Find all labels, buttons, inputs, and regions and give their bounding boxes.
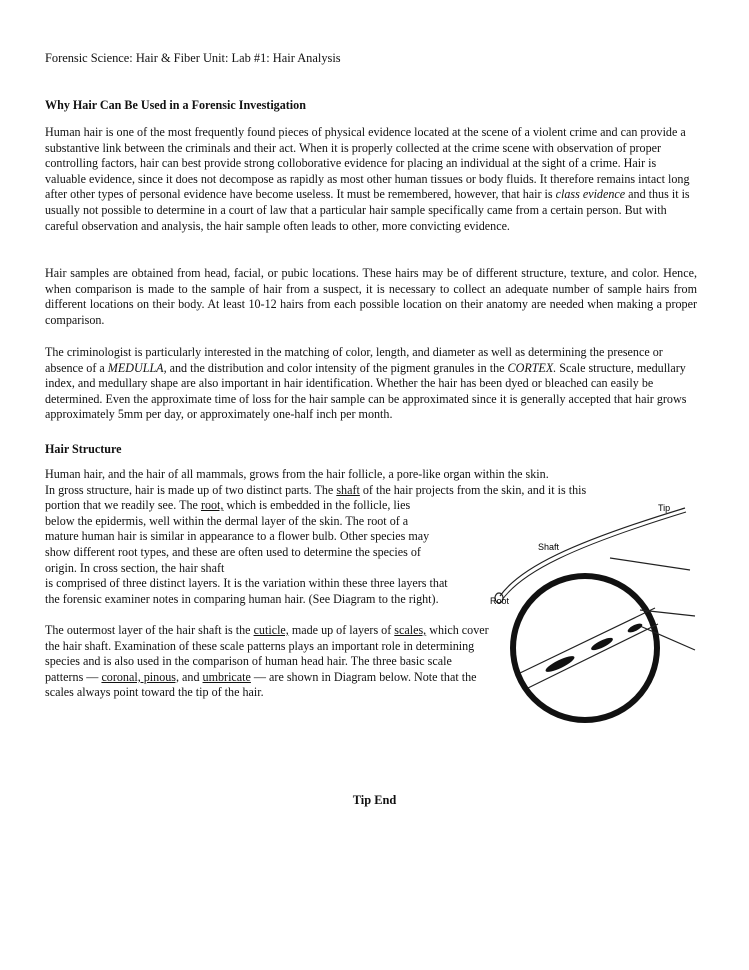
class-evidence-term: class evidence bbox=[555, 187, 626, 202]
text-run: which is embedded in the follicle, lies bbox=[223, 498, 411, 513]
text-line: mature human hair is similar in appearance to a flower bulb. Other species may bbox=[45, 529, 430, 544]
text-run: Human hair is one of the most frequently found pieces of physical evidence located at the scene of a violent crime and can provide a substantive link between the criminals and their act. When it is properly collected at the crime scene with observation of proper controlling factors, hair can best provide strong colloborative evidence for placing an individual at the sight of a crime. Hair is valuable evidence, since it does not decompose as rapidly as most other human tissues or body fluids. It therefore remains intact long after other types of personal evidence have become useless. It must be remembered, however, that hair is bbox=[45, 125, 690, 202]
text-line bbox=[45, 483, 697, 499]
text-run: and bbox=[179, 669, 203, 684]
text-line: show different root types, and these are often used to determine the species of bbox=[45, 544, 421, 559]
text-line: origin. In cross section, the hair shaft bbox=[45, 560, 225, 575]
section-title-why-hair: Why Hair Can Be Used in a Forensic Investigation bbox=[45, 98, 306, 112]
text-run: The criminologist is particularly interested in the matching of color, length, and diameter as well as determining the presence or absence of a bbox=[45, 345, 663, 375]
text-run: In gross structure, hair is made up of two distinct parts. The bbox=[45, 482, 337, 497]
text-run: and thus it is usually not possible to determine in a court of law that a particular hair sample specifically came from a certain person. But with careful observation and analysis, the hair sample often leads to other, more convicting evidence. bbox=[45, 187, 690, 233]
cortex-term: CORTEX. bbox=[507, 360, 557, 375]
paragraph-cuticle bbox=[45, 623, 493, 701]
scale-patterns-term: coronal, pinous, bbox=[101, 669, 180, 684]
paragraph-hair-samples: Hair samples are obtained from head, facial, or pubic locations. These hairs may be of different structure, texture, and color. Hence, when comparison is made to the sample of hair from a suspect, it is necessary to collect an adequate number of sample hairs from different locations on their body. At least 10-12 hairs from each possible location on their anatomy are needed when making a proper comparison. bbox=[45, 266, 697, 327]
tip-end-heading: Tip End bbox=[352, 793, 397, 807]
text-line: Human hair, and the hair of all mammals, grows from the hair follicle, a pore-like organ within the skin. bbox=[45, 467, 549, 481]
text-run: The outermost layer of the hair shaft is the bbox=[45, 623, 254, 637]
magnified-cross-section bbox=[513, 576, 657, 720]
scales-term: scales, bbox=[394, 623, 427, 637]
text-run: which cover the hair shaft. Examination of these scale patterns plays an important role in determining species and is also used in the comparison of human head hair. The three basic scale patterns — bbox=[45, 623, 489, 684]
diagram-label-tip: Tip bbox=[658, 503, 671, 513]
shaft-term: shaft bbox=[336, 482, 360, 497]
cuticle-term: cuticle, bbox=[253, 623, 289, 637]
magnify-line bbox=[610, 558, 690, 570]
text-run: made up of layers of bbox=[288, 623, 395, 637]
diagram-label-shaft: Shaft bbox=[538, 542, 560, 552]
medulla-term: MEDULLA, bbox=[107, 360, 167, 375]
text-line: the forensic examiner notes in comparing human hair. (See Diagram to the right). bbox=[45, 591, 439, 606]
umbricate-term: umbricate bbox=[202, 669, 251, 684]
root-term: root, bbox=[200, 498, 224, 513]
text-run: portion that we readily see. The bbox=[45, 498, 201, 513]
diagram-label-root: Root bbox=[490, 596, 510, 606]
hair-structure-diagram bbox=[490, 498, 700, 738]
page-header: Forensic Science: Hair & Fiber Unit: Lab #1: Hair Analysis bbox=[45, 51, 341, 65]
text-line: is comprised of three distinct layers. It is the variation within these three layers that bbox=[45, 576, 448, 591]
text-run: of the hair projects from the skin, and it is this bbox=[359, 482, 587, 497]
text-run: Scale structure, medullary index, and medullary shape are also important in hair identification. Whether the hair has been dyed or bleached can easily be determined. Even the approximate time of loss for the hair sample can be approximated since it is generally accepted that hair grows approximately 5mm per day, or approximately one-half inch per month. bbox=[45, 360, 687, 422]
text-line: below the epidermis, well within the dermal layer of the skin. The root of a bbox=[45, 513, 409, 528]
paragraph-criminologist bbox=[45, 345, 697, 423]
text-run: — are shown in Diagram below. Note that the scales always point toward the tip of the hair. bbox=[45, 669, 477, 700]
text-run: and the distribution and color intensity of the pigment granules in the bbox=[166, 360, 508, 375]
paragraph-hair-evidence bbox=[45, 125, 697, 234]
section-title-hair-structure: Hair Structure bbox=[45, 442, 122, 456]
